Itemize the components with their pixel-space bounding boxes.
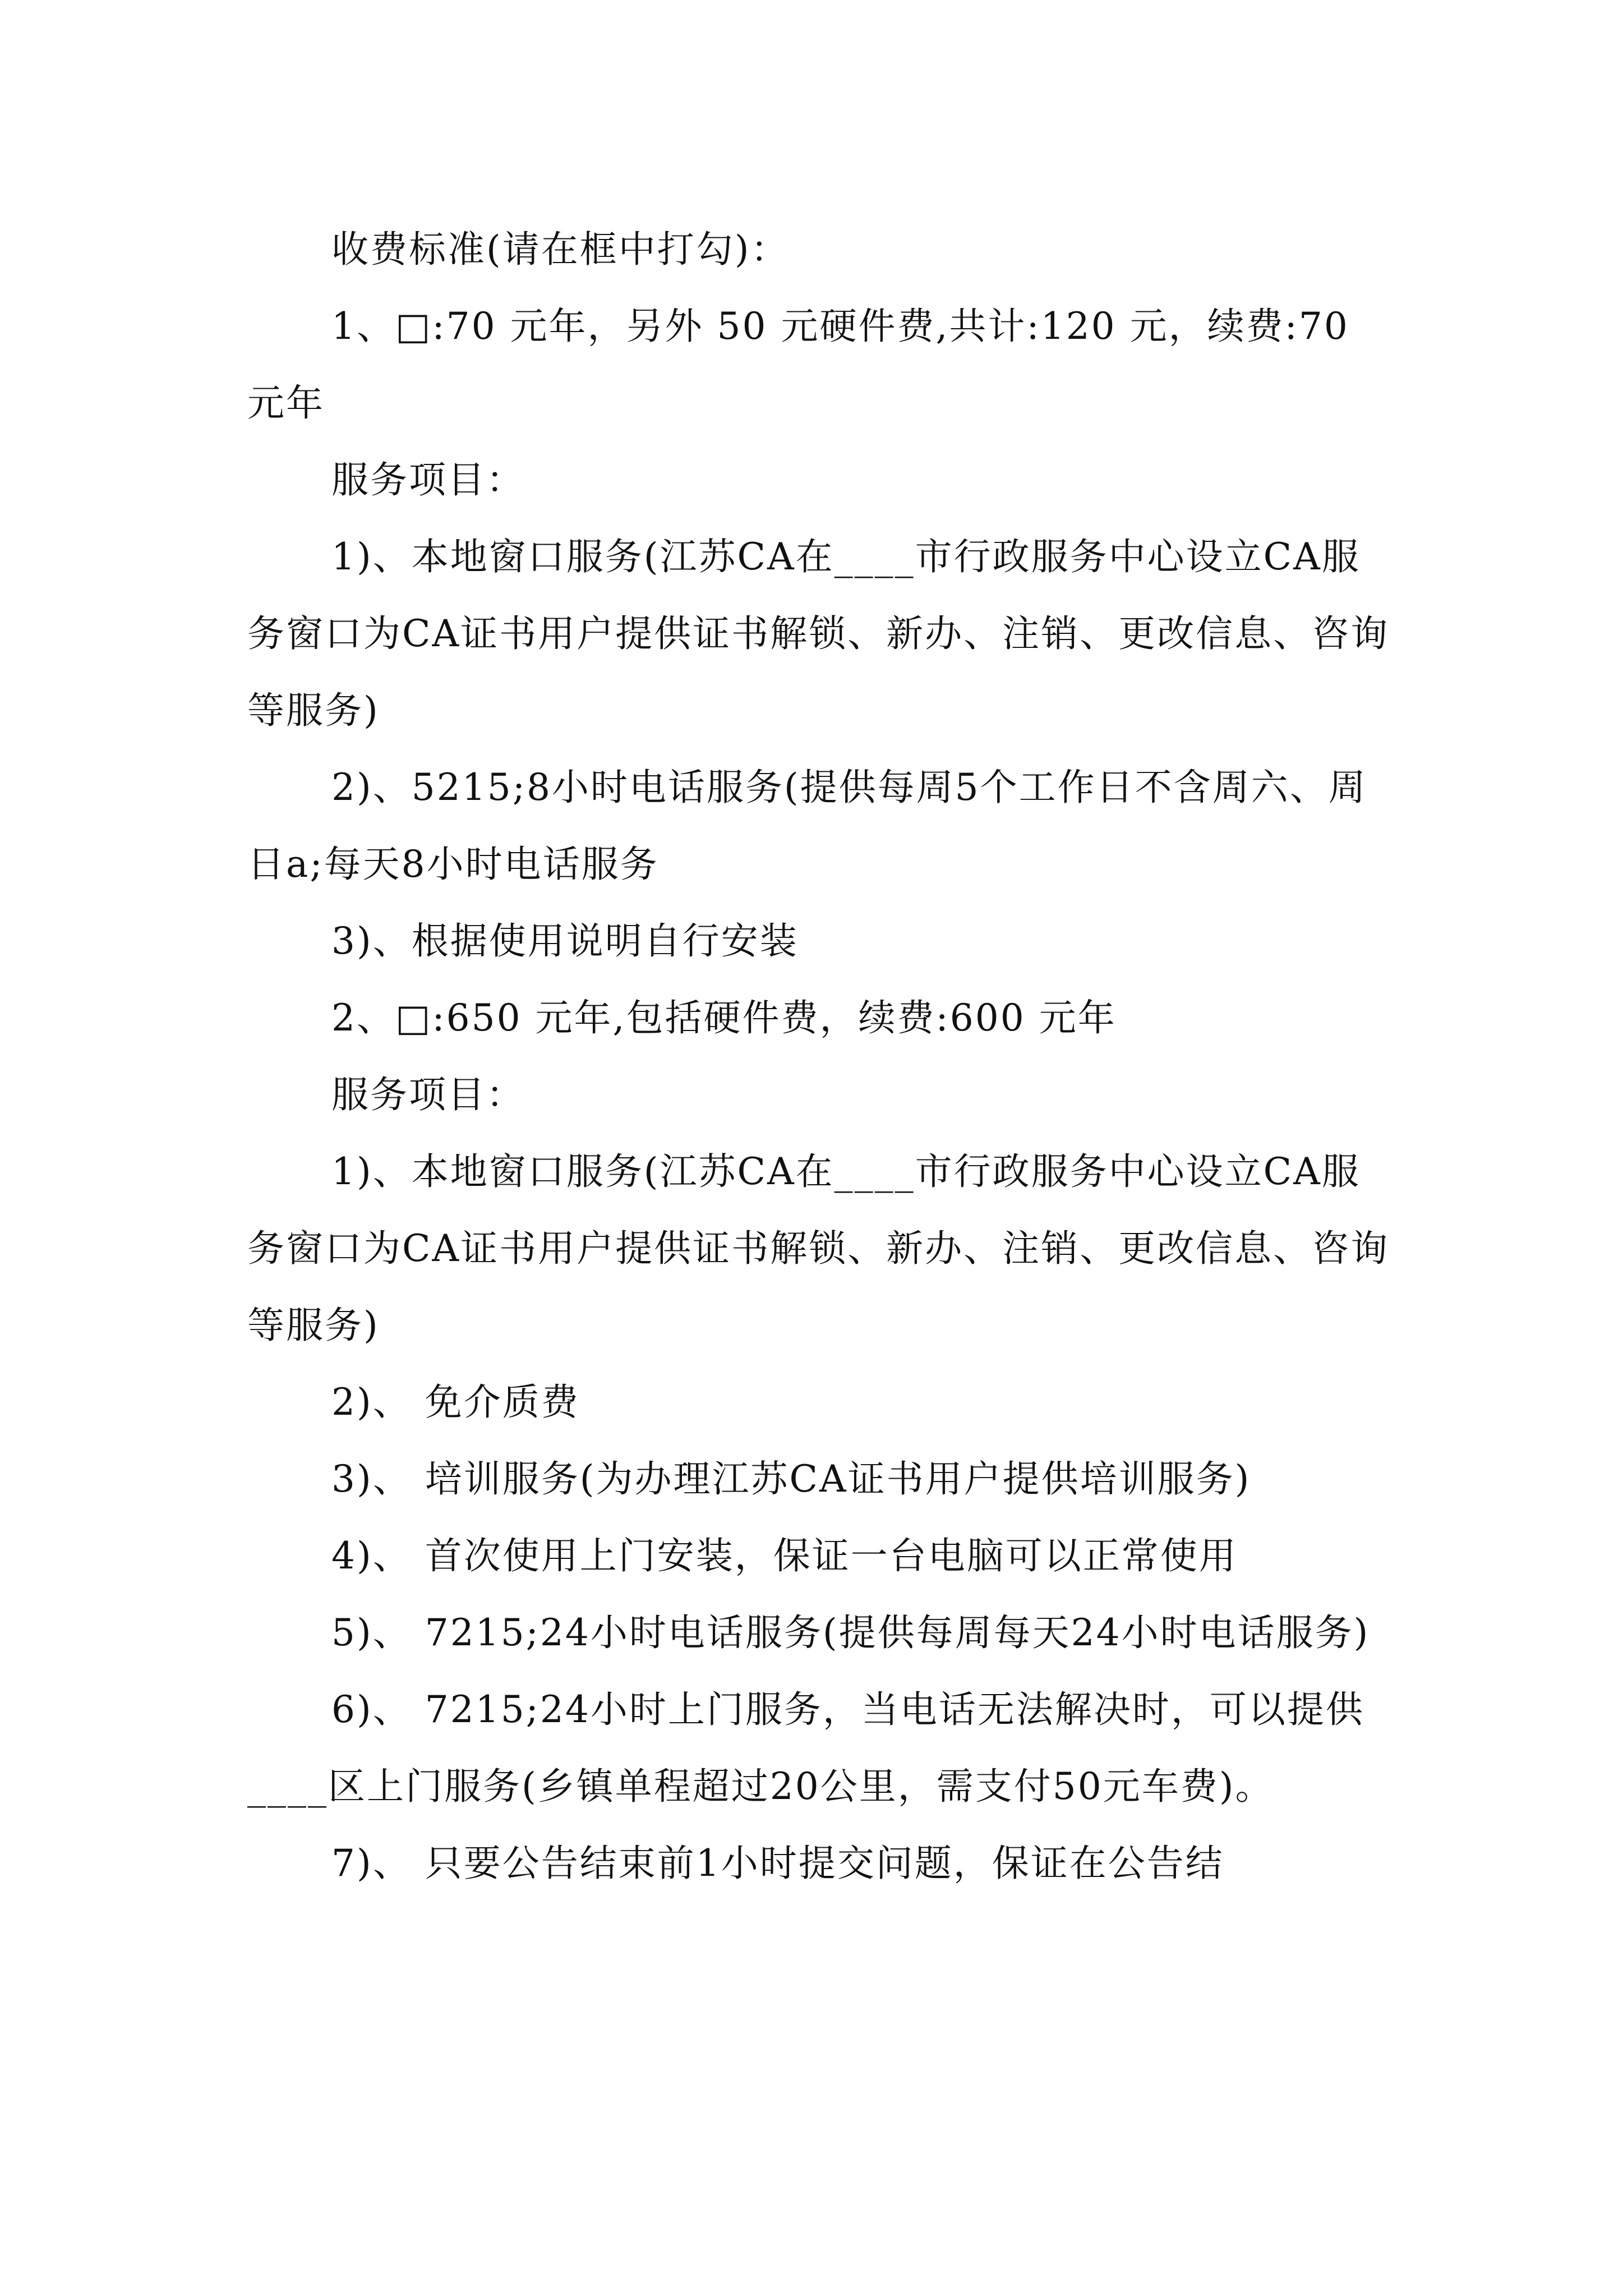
paragraph-2-3: 3)、 培训服务(为办理江苏CA证书用户提供培训服务)	[331, 1457, 1251, 1501]
paragraph-option-1: 1、□:70 元年，另外 50 元硬件费,共计:120 元，续费:70 元年	[247, 305, 1349, 425]
paragraph-service-items-2: 服务项目：	[331, 1073, 525, 1116]
paragraph-2-6: 6)、 7215;24小时上门服务，当电话无法解决时，可以提供____区上门服务(乡镇单程超过20公里，需支付50元车费)。	[247, 1688, 1364, 1808]
paragraph-1-1: 1)、本地窗口服务(江苏CA在____市行政服务中心设立CA服务窗口为CA证书用户提供证书解锁、新办、注销、更改信息、咨询等服务)	[247, 535, 1390, 732]
document-body	[247, 211, 1391, 1902]
paragraph-2-2: 2)、 免介质费	[331, 1381, 580, 1424]
paragraph-2-4: 4)、 首次使用上门安装，保证一台电脑可以正常使用	[331, 1534, 1238, 1577]
paragraph-1-3: 3)、根据使用说明自行安装	[331, 919, 799, 963]
paragraph-1-2: 2)、5215;8小时电话服务(提供每周5个工作日不含周六、周日a;每天8小时电话服务	[247, 766, 1367, 886]
paragraph-2-5: 5)、 7215;24小时电话服务(提供每周每天24小时电话服务)	[331, 1611, 1370, 1654]
paragraph-option-2: 2、□:650 元年,包括硬件费，续费:600 元年	[331, 996, 1117, 1039]
paragraph-2-7: 7)、 只要公告结束前1小时提交问题，保证在公告结	[331, 1842, 1224, 1885]
paragraph-fee-standard-heading: 收费标准(请在框中打勾)：	[331, 228, 790, 271]
paragraph-2-1: 1)、本地窗口服务(江苏CA在____市行政服务中心设立CA服务窗口为CA证书用户提供证书解锁、新办、注销、更改信息、咨询等服务)	[247, 1150, 1390, 1347]
paragraph-service-items-1: 服务项目：	[331, 458, 525, 501]
